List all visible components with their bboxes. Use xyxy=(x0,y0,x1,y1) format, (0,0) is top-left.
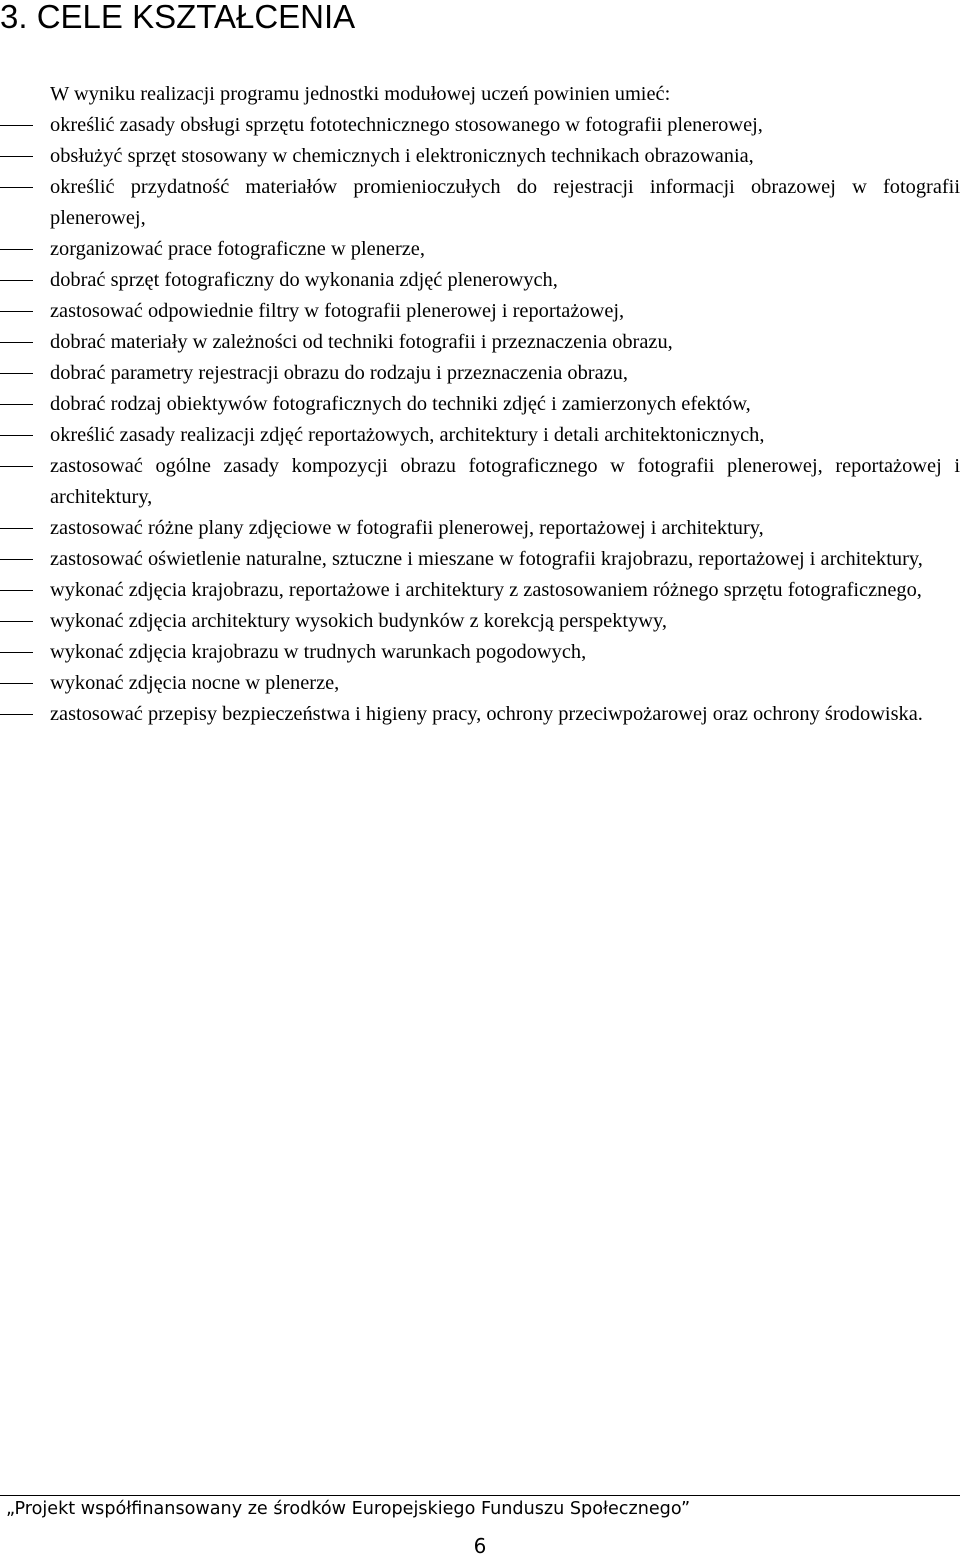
list-item xyxy=(0,575,960,606)
list-item-text: dobrać materiały w zależności od techniki fotografii i przeznaczenia obrazu, xyxy=(50,331,673,353)
list-item xyxy=(0,327,960,358)
list-item xyxy=(0,172,960,234)
list-item xyxy=(0,637,960,668)
list-item-text: zastosować różne plany zdjęciowe w fotografii plenerowej, reportażowej i architektury, xyxy=(50,517,764,539)
list-item xyxy=(0,141,960,172)
page-number: 6 xyxy=(473,1534,487,1558)
list-item-text: zastosować odpowiednie filtry w fotografii plenerowej i reportażowej, xyxy=(50,300,625,322)
list-item xyxy=(0,513,960,544)
dash-bullet-icon xyxy=(0,311,33,312)
dash-bullet-icon xyxy=(0,187,33,188)
list-item-text: obsłużyć sprzęt stosowany w chemicznych i elektronicznych technikach obrazowania, xyxy=(50,145,754,167)
dash-bullet-icon xyxy=(0,342,33,343)
list-item xyxy=(0,420,960,451)
dash-bullet-icon xyxy=(0,714,33,715)
list-item-text: zastosować przepisy bezpieczeństwa i higieny pracy, ochrony przeciwpożarowej oraz ochrony środowiska. xyxy=(50,703,923,725)
list-item-text: określić zasady realizacji zdjęć reportażowych, architektury i detali architektonicznych, xyxy=(50,424,765,446)
list-item xyxy=(0,451,960,513)
list-item-text: zorganizować prace fotograficzne w plenerze, xyxy=(50,238,425,260)
section-heading: 3. CELE KSZTAŁCENIA xyxy=(0,0,356,35)
dash-bullet-icon xyxy=(0,466,33,467)
dash-bullet-icon xyxy=(0,590,33,591)
intro-text: W wyniku realizacji programu jednostki modułowej uczeń powinien umieć: xyxy=(50,83,671,105)
dash-bullet-icon xyxy=(0,621,33,622)
list-item xyxy=(0,544,960,575)
list-item-text: wykonać zdjęcia krajobrazu w trudnych warunkach pogodowych, xyxy=(50,641,587,663)
dash-bullet-icon xyxy=(0,249,33,250)
list-item xyxy=(0,389,960,420)
dash-bullet-icon xyxy=(0,652,33,653)
list-item xyxy=(0,265,960,296)
dash-bullet-icon xyxy=(0,404,33,405)
list-item-text: określić przydatność materiałów promienioczułych do rejestracji informacji obrazowej w fotografii plenerowej, xyxy=(50,176,960,229)
list-item xyxy=(0,234,960,265)
dash-bullet-icon xyxy=(0,559,33,560)
list-item xyxy=(0,668,960,699)
list-item-text: zastosować ogólne zasady kompozycji obrazu fotograficznego w fotografii plenerowej, reportażowej i architektury, xyxy=(50,455,960,508)
section-body xyxy=(0,79,960,730)
list-item-text: wykonać zdjęcia krajobrazu, reportażowe i architektury z zastosowaniem różnego sprzętu fotograficznego, xyxy=(50,579,922,601)
list-item-text: wykonać zdjęcia nocne w plenerze, xyxy=(50,672,340,694)
list-item-text: zastosować oświetlenie naturalne, sztuczne i mieszane w fotografii krajobrazu, reportażowej i architektury, xyxy=(50,548,923,570)
dash-bullet-icon xyxy=(0,528,33,529)
list-item-text: dobrać parametry rejestracji obrazu do rodzaju i przeznaczenia obrazu, xyxy=(50,362,628,384)
list-item xyxy=(0,296,960,327)
list-item-text: dobrać rodzaj obiektywów fotograficznych do techniki zdjęć i zamierzonych efektów, xyxy=(50,393,751,415)
dash-bullet-icon xyxy=(0,125,33,126)
footer-funding-note: „Projekt współfinansowany ze środków Europejskiego Funduszu Społecznego” xyxy=(6,1499,691,1519)
dash-bullet-icon xyxy=(0,373,33,374)
list-item xyxy=(0,358,960,389)
dash-bullet-icon xyxy=(0,435,33,436)
list-item-text: określić zasady obsługi sprzętu fototechnicznego stosowanego w fotografii plenerowej, xyxy=(50,114,763,136)
dash-bullet-icon xyxy=(0,280,33,281)
dash-bullet-icon xyxy=(0,683,33,684)
footer-divider xyxy=(0,1495,960,1496)
objectives-list xyxy=(0,110,960,730)
list-item xyxy=(0,110,960,141)
dash-bullet-icon xyxy=(0,156,33,157)
list-item xyxy=(0,606,960,637)
list-item xyxy=(0,699,960,730)
list-item-text: wykonać zdjęcia architektury wysokich budynków z korekcją perspektywy, xyxy=(50,610,667,632)
list-item-text: dobrać sprzęt fotograficzny do wykonania zdjęć plenerowych, xyxy=(50,269,558,291)
